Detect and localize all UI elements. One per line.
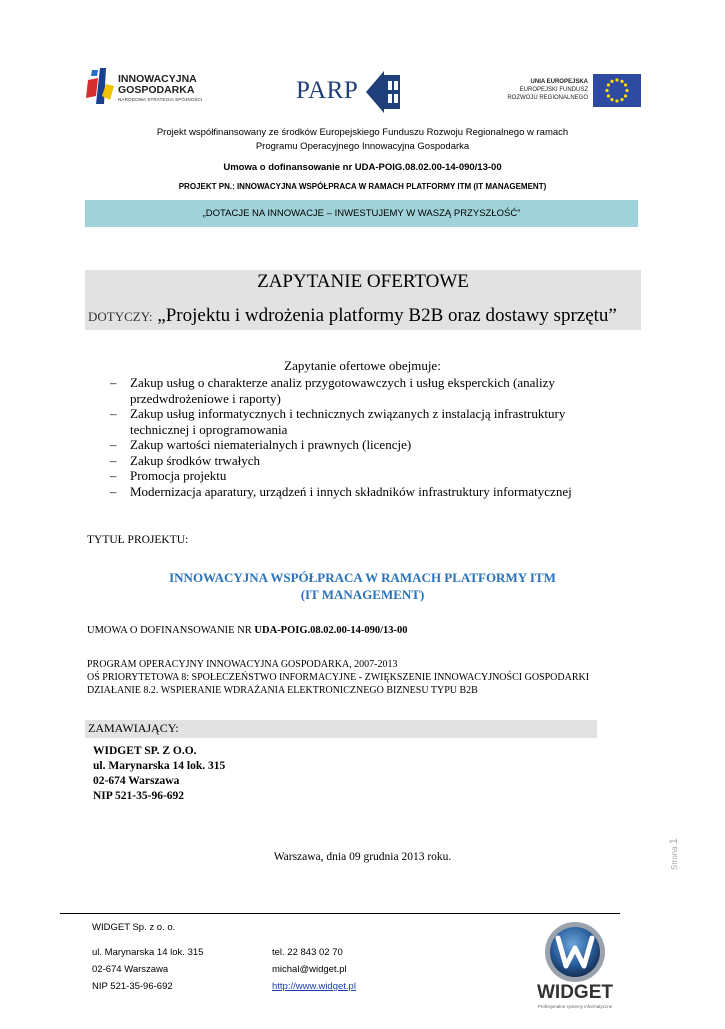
widget-emblem-icon [520, 918, 630, 1024]
eu-flag-icon [593, 74, 641, 107]
project-line: PROJEKT PN.: INNOWACYJNA WSPÓŁPRACA W RAMACH PLATFORMY ITM (IT MANAGEMENT) [178, 182, 547, 191]
subject-line [88, 305, 617, 327]
project-title-label: TYTUŁ PROJEKTU: [87, 534, 189, 546]
parp-logo-text: PARP [296, 77, 359, 104]
list-item: – Zakup wartości niematerialnych i prawnych (licencje) [110, 437, 412, 452]
footer-website-link[interactable]: http://www.widget.pl [272, 981, 356, 992]
slogan-text: „DOTACJE NA INNOWACJE – INWESTUJEMY W WASZĄ PRZYSZŁOŚĆ” [202, 208, 521, 219]
footer-company: WIDGET Sp. z o. o. [92, 922, 176, 933]
list-item: – Promocja projektu [110, 468, 227, 483]
innowacyjna-gospodarka-logo [86, 66, 216, 108]
ig-logo-subtitle: NARODOWA STRATEGIA SPÓJNOŚCI [118, 97, 203, 102]
list-item: – Zakup usług informatycznych i technicznych związanych z instalacją infrastruktury technicznej i oprogramowania [110, 406, 566, 437]
program-info: PROGRAM OPERACYJNY INNOWACYJNA GOSPODARKA, 2007-2013 OŚ PRIORYTETOWA 8: SPOŁECZEŃSTWO INFORMACYJNE - ZWIĘKSZENIE INNOWACYJNOŚCI GOSPODARKI DZIAŁANIE 8.2. WSPIERANIE WDRAŻANIA ELEKTRONICZNEGO BIZNESU TYPU B2B [87, 659, 590, 696]
page-number: Strona 1 [668, 838, 680, 870]
eu-logo-text: UNIA EUROPEJSKA EUROPEJSKI FUNDUSZ ROZWOJU REGIONALNEGO [507, 79, 588, 101]
footer-street: ul. Marynarska 14 lok. 315 [92, 947, 204, 958]
cofinance-line-2: Programu Operacyjnego Innowacyjna Gospodarka [255, 141, 470, 152]
footer-nip: NIP 521-35-96-692 [92, 981, 173, 992]
document-date: Warszawa, dnia 09 grudnia 2013 roku. [273, 851, 452, 863]
parp-logo [296, 71, 408, 113]
ig-emblem-icon [86, 66, 116, 106]
orderer-address: WIDGET SP. Z O.O. ul. Marynarska 14 lok. 315 02-674 Warszawa NIP 521-35-96-692 [93, 745, 226, 802]
project-name: INNOWACYJNA WSPÓŁPRACA W RAMACH PLATFORMY ITM (IT MANAGEMENT) [169, 570, 556, 602]
widget-logo-word: WIDGET [537, 982, 613, 1003]
slogan-band [85, 200, 638, 227]
contract-line: UMOWA O DOFINANSOWANIE NR UDA-POIG.08.02.00-14-090/13-00 [87, 625, 408, 636]
list-item: – Zakup środków trwałych [110, 452, 260, 468]
parp-emblem-icon [366, 71, 404, 113]
list-item: – Modernizacja aparatury, urządzeń i innych składników infrastruktury informatycznej [110, 483, 572, 499]
subject-label: DOTYCZY: [88, 309, 153, 324]
footer-email: michal@widget.pl [272, 964, 347, 975]
orderer-label: ZAMAWIAJĄCY: [88, 721, 179, 735]
ig-logo-text: INNOWACYJNA GOSPODARKA [118, 73, 197, 96]
cofinance-line-1: Projekt współfinansowany ze środków Europejskiego Funduszu Rozwoju Regionalnego w ramach [156, 127, 569, 138]
footer-city: 02-674 Warszawa [92, 964, 169, 975]
list-item: – Zakup usług o charakterze analiz przygotowawczych i usług eksperckich (analizy przedwdrożeniowe i raporty) [110, 375, 555, 406]
scope-list [110, 375, 620, 499]
widget-logo [520, 918, 630, 1024]
document-title: ZAPYTANIE OFERTOWE [257, 271, 469, 292]
scope-heading: Zapytanie ofertowe obejmuje: [284, 358, 441, 373]
widget-logo-tagline: Profesjonalne systemy informatyczne [537, 1004, 613, 1009]
subject-text: „Projektu i wdrożenia platformy B2B oraz dostawy sprzętu” [152, 305, 617, 326]
contract-number: Umowa o dofinansowanie nr UDA-POIG.08.02.00-14-090/13-00 [223, 162, 502, 173]
footer-divider [60, 913, 620, 914]
footer-phone: tel. 22 843 02 70 [272, 947, 343, 958]
